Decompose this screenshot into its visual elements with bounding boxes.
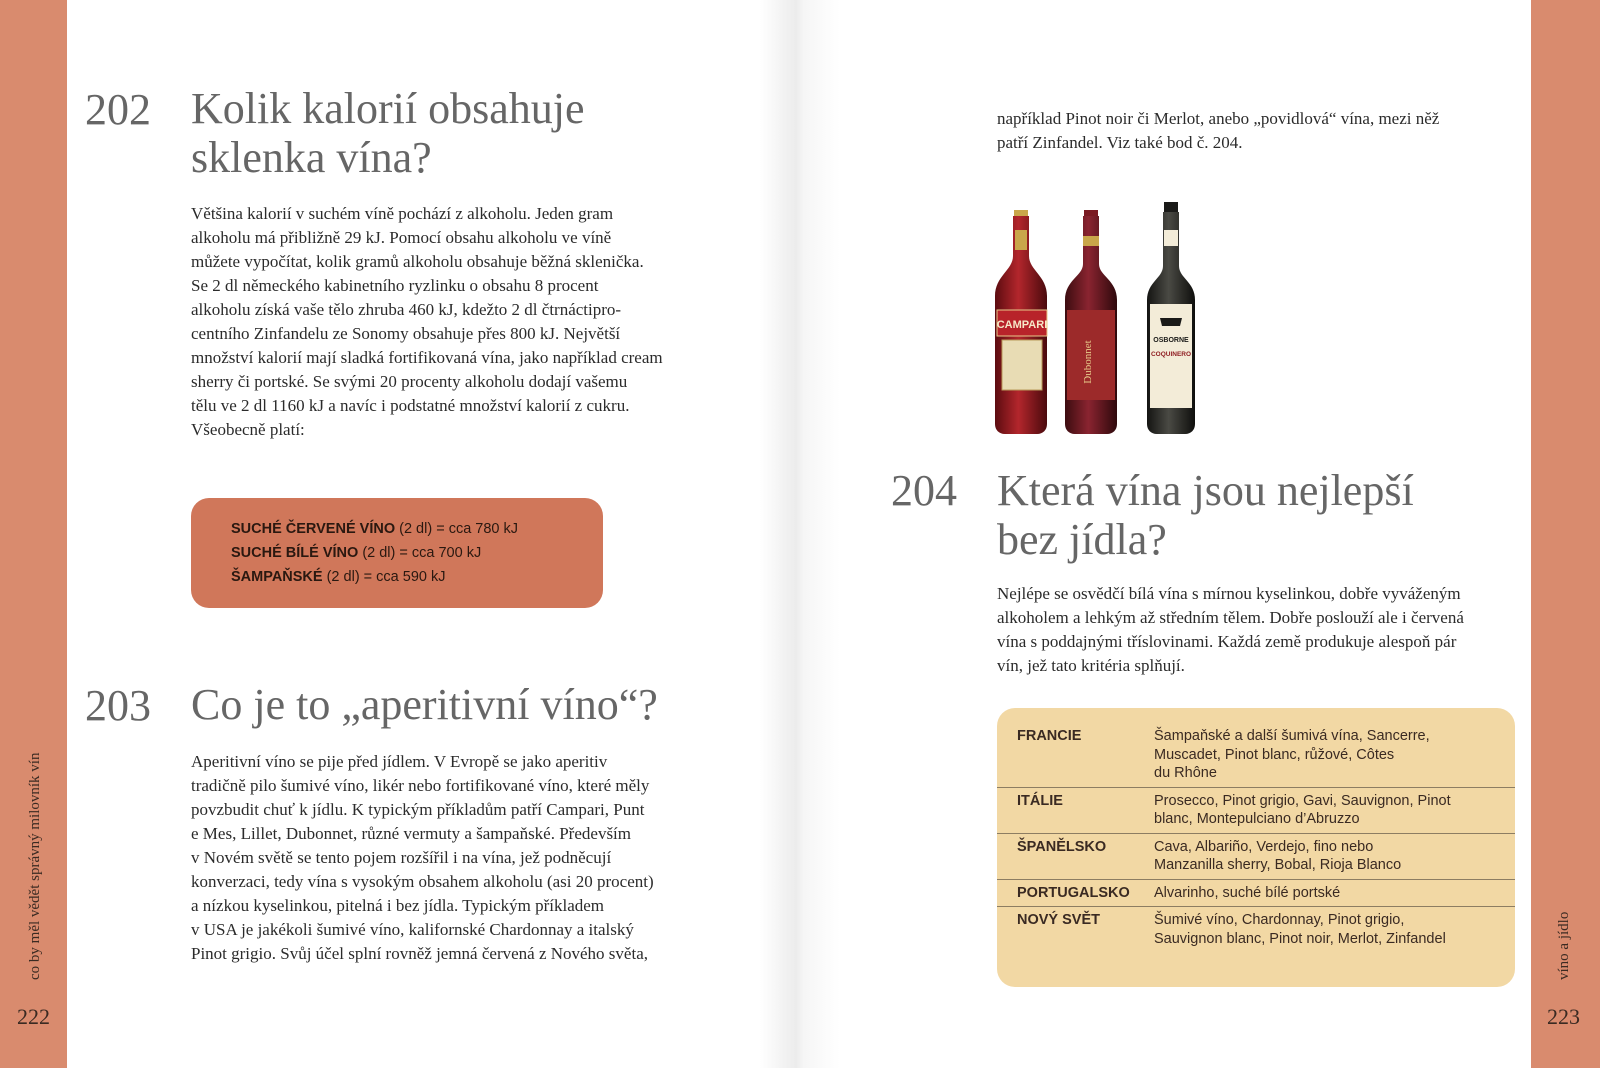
- wines-line: Šumivé víno, Chardonnay, Pinot grigio,: [1154, 912, 1405, 928]
- body-line: Většina kalorií v suchém víně pochází z alkoholu. Jeden gram: [191, 204, 614, 223]
- body-line: konverzaci, tedy vína s vysokým obsahem alkoholu (asi 20 procent): [191, 872, 654, 891]
- table-row: [997, 788, 1515, 834]
- body-line: množství kalorií mají sladká fortifikovaná vína, jako například cream: [191, 348, 663, 367]
- body-202: [191, 202, 663, 442]
- title-line: Kolik kalorií obsahuje: [191, 84, 585, 133]
- body-line: vína s poddajnými tříslovinami. Každá země produkuje alespoň pár: [997, 632, 1457, 651]
- calorie-row: [231, 517, 603, 541]
- wines-line: Šampaňské a další šumivá vína, Sancerre,: [1154, 728, 1430, 744]
- wines-cell: [1154, 911, 1512, 948]
- body-line: e Mes, Lillet, Dubonnet, různé vermuty a šampaňské. Především: [191, 824, 631, 843]
- right-running-head: víno a jídlo: [1556, 911, 1572, 980]
- wines-line: Muscadet, Pinot blanc, růžové, Côtes: [1154, 746, 1395, 763]
- wines-line: blanc, Montepulciano d’Abruzzo: [1154, 811, 1360, 827]
- body-line: povzbudit chuť k jídlu. K typickým příkladům patří Campari, Punt: [191, 800, 645, 819]
- calorie-value: (2 dl) = cca 590 kJ: [322, 569, 446, 585]
- body-line: Nejlépe se osvědčí bílá vína s mírnou kyselinkou, dobře vyváženým: [997, 584, 1461, 603]
- calorie-row: [231, 541, 603, 565]
- body-204: [997, 582, 1464, 678]
- wines-line: Cava, Albariño, Verdejo, fino nebo: [1154, 838, 1374, 855]
- wines-line: Prosecco, Pinot grigio, Gavi, Sauvignon, Pinot: [1154, 792, 1451, 809]
- calorie-row: [231, 565, 603, 589]
- country-cell: PORTUGALSKO: [1017, 884, 1130, 901]
- wines-line: du Rhône: [1154, 765, 1217, 781]
- title-line: bez jídla?: [997, 515, 1167, 564]
- body-line: v Novém světě se tento pojem rozšířil i na vína, jež podněcují: [191, 848, 612, 867]
- calorie-label: SUCHÉ BÍLÉ VÍNO: [231, 545, 359, 561]
- body-line: Všeobecně platí:: [191, 420, 305, 439]
- osborne-label-text: OSBORNE: [1153, 337, 1189, 344]
- title-line: sklenka vína?: [191, 133, 432, 182]
- dubonnet-bottle: [1065, 210, 1117, 434]
- country-cell: FRANCIE: [1017, 728, 1082, 744]
- question-title-204: [997, 466, 1414, 564]
- wine-country-table: [997, 708, 1515, 987]
- body-line: tradičně pilo šumivé víno, likér nebo fortifikované víno, které měly: [191, 776, 650, 795]
- question-number-203: 203: [85, 681, 151, 730]
- table-row: [997, 907, 1515, 952]
- country-cell: ITÁLIE: [1017, 792, 1063, 809]
- calorie-label: SUCHÉ ČERVENÉ VÍNO: [231, 521, 396, 537]
- campari-bottle: [995, 210, 1047, 434]
- body-line: Aperitivní víno se pije před jídlem. V Evropě se jako aperitiv: [191, 752, 608, 771]
- question-title-203: Co je to „aperitivní víno“?: [191, 680, 658, 729]
- country-cell: ŠPANĚLSKO: [1017, 838, 1107, 855]
- question-number-204: 204: [891, 466, 957, 515]
- aperitif-bottles-photo: [994, 200, 1234, 436]
- body-203: [191, 750, 654, 966]
- body-line: vín, jež tato kritéria splňují.: [997, 656, 1185, 675]
- body-line: například Pinot noir či Merlot, anebo „povidlová“ vína, mezi něž: [997, 109, 1440, 128]
- title-line: Která vína jsou nejlepší: [997, 466, 1414, 515]
- wines-cell: [1154, 838, 1512, 875]
- calorie-value: (2 dl) = cca 700 kJ: [358, 545, 482, 561]
- table-row: [997, 880, 1515, 908]
- body-line: Se 2 dl německého kabinetního ryzlinku o obsahu 8 procent: [191, 276, 599, 295]
- calorie-value: (2 dl) = cca 780 kJ: [395, 521, 519, 537]
- right-page-number: 223: [1547, 1004, 1580, 1029]
- body-line: centního Zinfandelu ze Sonomy obsahuje přes 800 kJ. Největší: [191, 324, 621, 343]
- left-running-head: co by měl vědět správný milovník vín: [27, 752, 43, 980]
- calorie-label: ŠAMPAŇSKÉ: [231, 569, 323, 585]
- country-cell: NOVÝ SVĚT: [1017, 912, 1100, 928]
- book-spine-shadow: [760, 0, 840, 1068]
- left-page-number: 222: [17, 1004, 50, 1029]
- right-margin-band: [1531, 0, 1600, 1068]
- coquinero-label-text: COQUINERO: [1150, 351, 1192, 358]
- wines-cell: [1154, 792, 1512, 829]
- question-number-202: 202: [85, 85, 151, 134]
- body-line: můžete vypočítat, kolik gramů alkoholu obsahuje běžná sklenička.: [191, 252, 644, 271]
- table-row: [997, 834, 1515, 880]
- body-line: a nízkou kyselinkou, pitelná i bez jídla. Typickým příkladem: [191, 896, 605, 915]
- wines-cell: [1154, 727, 1512, 783]
- body-line: patří Zinfandel. Viz také bod č. 204.: [997, 133, 1243, 152]
- table-row: [997, 723, 1515, 788]
- body-line: sherry či portské. Se svými 20 procenty alkoholu dodají vašemu: [191, 372, 628, 391]
- body-line: Pinot grigio. Svůj účel splní rovněž jemná červená z Nového světa,: [191, 944, 648, 963]
- body-line: alkoholu získá vaše tělo zhruba 460 kJ, kdežto 2 dl čtrnáctipro-: [191, 300, 622, 319]
- body-line: alkoholu má přibližně 29 kJ. Pomocí obsahu alkoholu ve víně: [191, 228, 612, 247]
- campari-label-text: CAMPARI: [996, 319, 1048, 331]
- wines-cell: [1154, 884, 1512, 903]
- wines-line: Manzanilla sherry, Bobal, Rioja Blanco: [1154, 857, 1402, 873]
- body-line: tělu ve 2 dl 1160 kJ a navíc i podstatné množství kalorií z cukru.: [191, 396, 630, 415]
- osborne-bottle: [1147, 202, 1195, 434]
- question-title-202: [191, 84, 585, 182]
- continuation-text: [997, 107, 1439, 155]
- body-line: v USA je jakékoli šumivé víno, kalifornské Chardonnay a italský: [191, 920, 634, 939]
- wines-line: Sauvignon blanc, Pinot noir, Merlot, Zinfandel: [1154, 930, 1446, 947]
- wines-line: Alvarinho, suché bílé portské: [1154, 884, 1341, 901]
- body-line: alkoholem a lehkým až středním tělem. Dobře poslouží ale i červená: [997, 608, 1464, 627]
- calorie-box: [191, 498, 603, 608]
- dubonnet-label-text: Dubonnet: [1082, 340, 1094, 384]
